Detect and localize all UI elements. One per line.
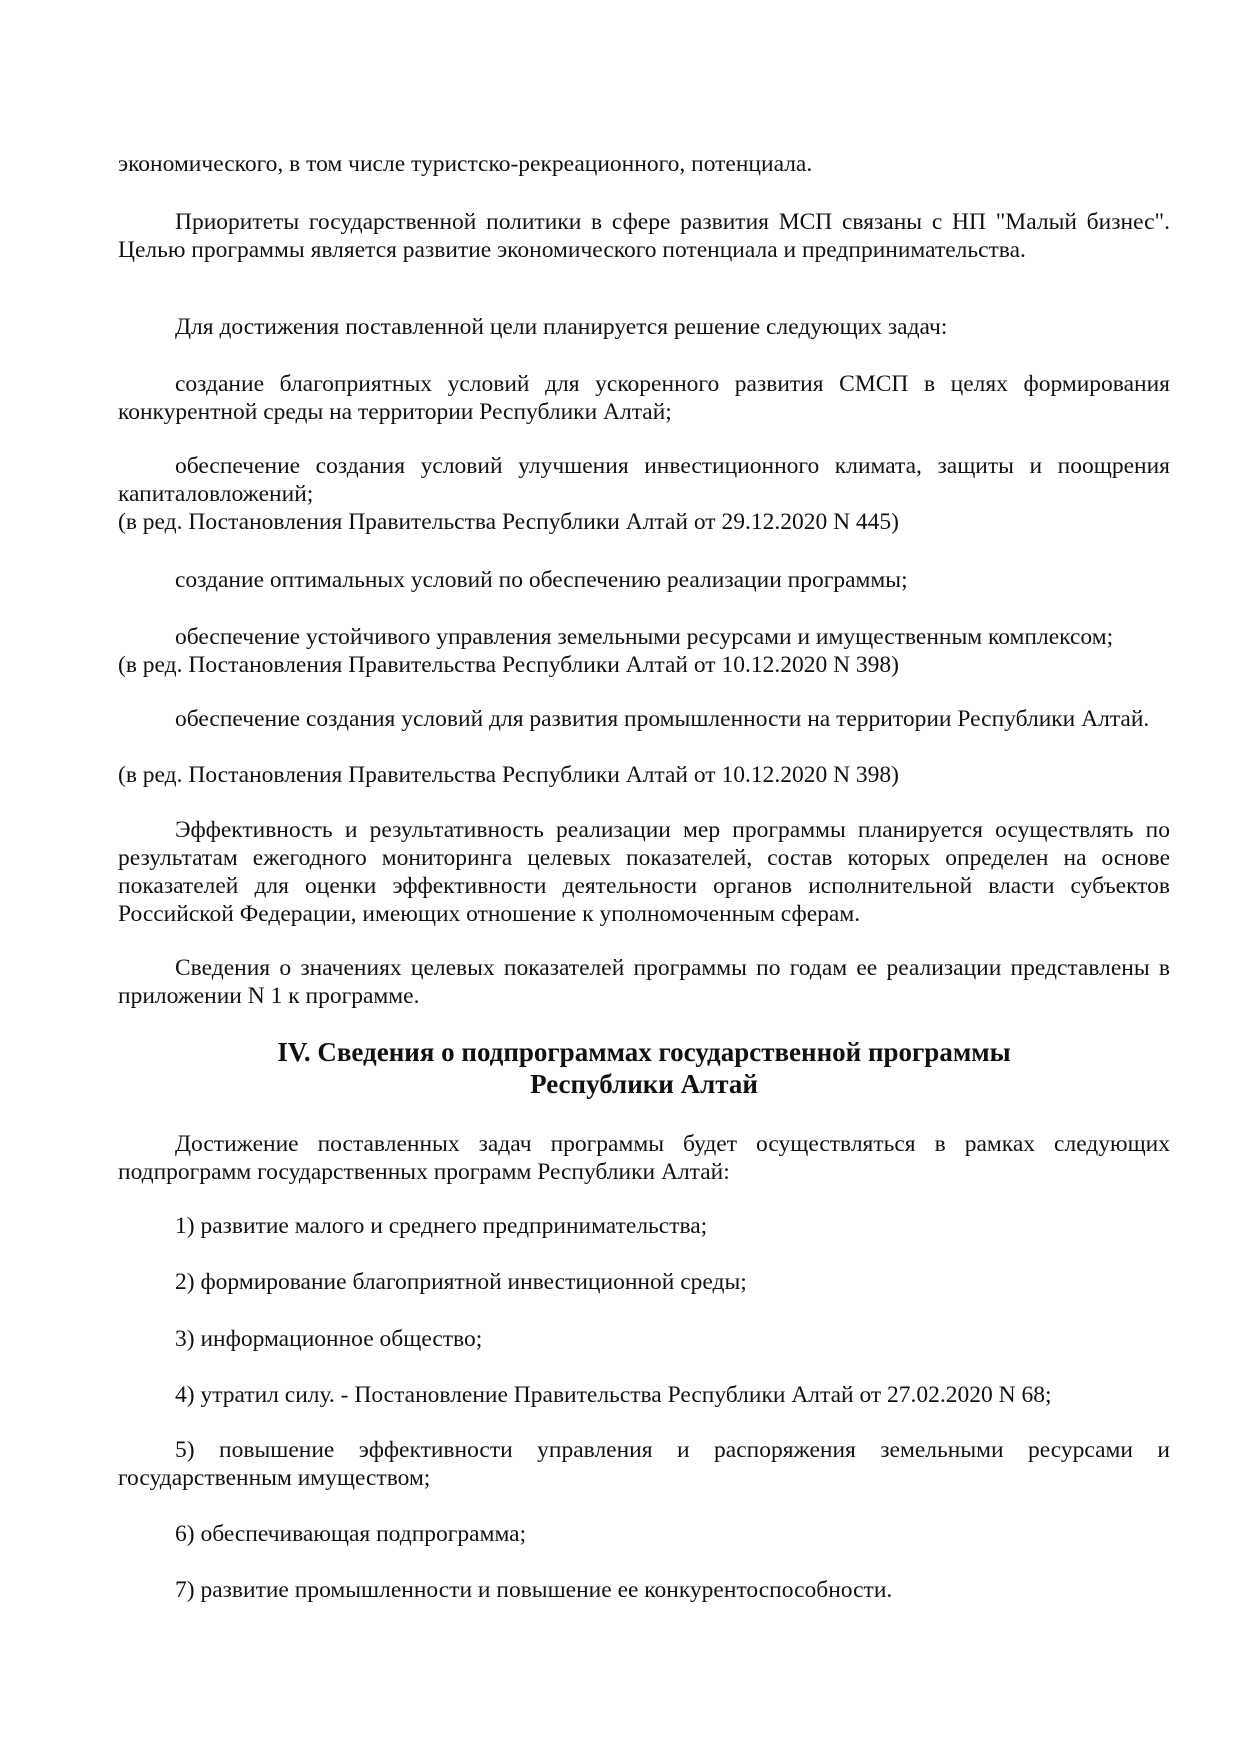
paragraph-indicators: Сведения о значениях целевых показателей программы по годам ее реализации представлены в приложении N 1 к программе. — [118, 955, 1170, 1009]
list-item: 4) утратил силу. - Постановление Правительства Республики Алтай от 27.02.2020 N 68; — [175, 1382, 1052, 1408]
list-item: 5) повышение эффективности управления и распоряжения земельными ресурсами и государственным имуществом; — [118, 1437, 1170, 1491]
list-item: 6) обеспечивающая подпрограмма; — [175, 1521, 527, 1547]
section-heading-line-1: IV. Сведения о подпрограммах государственной программы — [277, 1037, 1011, 1067]
paragraph-task-investment: обеспечение создания условий улучшения инвестиционного климата, защиты и поощрения капиталовложений; — [118, 453, 1170, 507]
paragraph-task-land: обеспечение устойчивого управления земельными ресурсами и имущественным комплексом; — [175, 624, 1114, 650]
paragraph-task-implementation: создание оптимальных условий по обеспечению реализации программы; — [175, 567, 908, 593]
paragraph-subprograms-intro: Достижение поставленных задач программы будет осуществляться в рамках следующих подпрограмм государственных программ Республики Алтай: — [118, 1131, 1170, 1185]
amendment-note: (в ред. Постановления Правительства Республики Алтай от 10.12.2020 N 398) — [118, 762, 899, 788]
list-item: 7) развитие промышленности и повышение ее конкурентоспособности. — [175, 1577, 893, 1603]
paragraph-priorities: Приоритеты государственной политики в сфере развития МСП связаны с НП "Малый бизнес". Целью программы является развитие экономического потенциала и предпринимательства. — [118, 209, 1170, 263]
section-heading — [118, 1036, 1170, 1100]
paragraph-tasks-intro: Для достижения поставленной цели планируется решение следующих задач: — [175, 314, 948, 340]
paragraph-task-smsp: создание благоприятных условий для ускоренного развития СМСП в целях формирования конкурентной среды на территории Республики Алтай; — [118, 371, 1170, 425]
paragraph-efficiency: Эффективность и результативность реализации мер программы планируется осуществлять по результатам ежегодного мониторинга целевых показателей, состав которых определен на основе показателей для оценки эффективности деятельности органов исполнительной власти субъектов Российской Федерации, имеющих отношение к уполномоченным сферам. — [118, 817, 1170, 927]
section-heading-line-2: Республики Алтай — [530, 1069, 758, 1099]
list-item: 3) информационное общество; — [175, 1326, 483, 1352]
list-item: 2) формирование благоприятной инвестиционной среды; — [175, 1269, 747, 1295]
amendment-note: (в ред. Постановления Правительства Республики Алтай от 10.12.2020 N 398) — [118, 652, 899, 678]
paragraph-continuation: экономического, в том числе туристско-рекреационного, потенциала. — [118, 151, 813, 177]
list-item: 1) развитие малого и среднего предпринимательства; — [175, 1213, 708, 1239]
amendment-note: (в ред. Постановления Правительства Республики Алтай от 29.12.2020 N 445) — [118, 509, 899, 535]
paragraph-task-industry: обеспечение создания условий для развития промышленности на территории Республики Алтай. — [175, 706, 1150, 732]
